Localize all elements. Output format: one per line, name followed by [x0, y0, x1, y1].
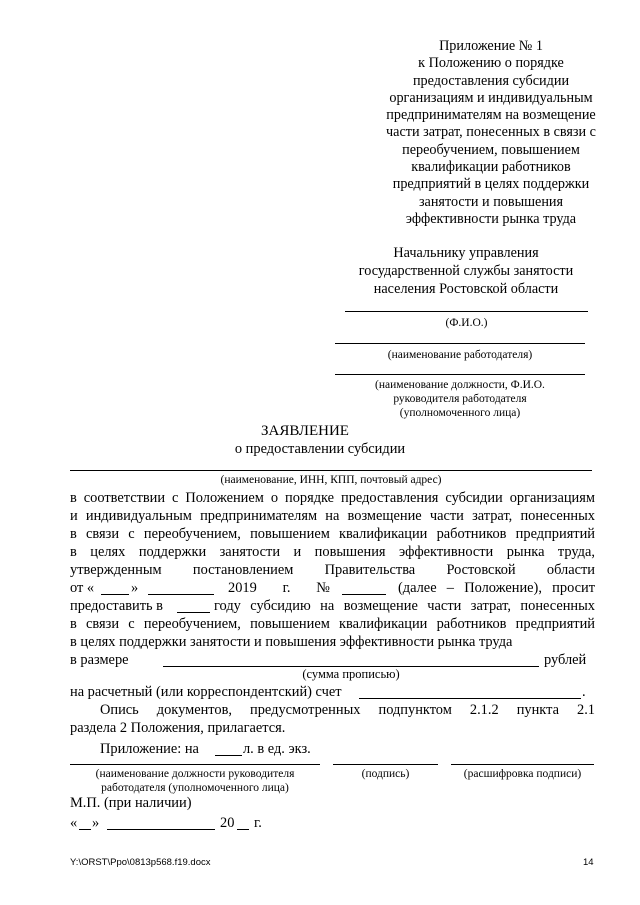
appendix-line: занятости и повышения [418, 193, 564, 210]
resolution-day-field[interactable] [101, 594, 129, 595]
date-century: 20 [220, 815, 235, 831]
body-line: утвержденным постановлением Правительства Ростовской области [70, 562, 595, 578]
date-year-suffix: г. [254, 815, 262, 831]
signature-field[interactable] [333, 764, 438, 765]
inventory-line: Опись документов, предусмотренных подпунктом 2.1.2 пункта 2.1 [100, 702, 595, 718]
appendix-line: предоставления субсидии [412, 72, 570, 89]
fio-caption: (Ф.И.О.) [445, 317, 488, 329]
date-quote-open: « [70, 815, 78, 831]
appendix-line: Приложение № 1 [439, 38, 543, 54]
date-month-field[interactable] [107, 829, 215, 830]
appendix-line: предпринимателям на возмещение [386, 107, 596, 124]
amount-unit: рублей [544, 652, 587, 668]
addressee-line: государственной службы занятости [358, 263, 574, 279]
signature-decoding-caption: (расшифровка подписи) [463, 768, 582, 780]
resolution-number-field[interactable] [342, 594, 386, 595]
applicant-fill-line[interactable] [70, 470, 592, 471]
resolution-date-label: от « [70, 580, 95, 596]
subsidy-year-field[interactable] [177, 612, 210, 613]
resolution-rest: (далее – Положение), просит [398, 580, 595, 596]
body-line: в целях поддержки занятости и повышения эффективности рынка труда, [70, 544, 595, 560]
body-line: в связи с переобучением, повышением квалификации работников предприятий [70, 616, 595, 632]
signer-position-caption [70, 767, 320, 795]
attachment-label: Приложение: на [100, 741, 199, 757]
appendix-line: к Положению о порядке [418, 55, 564, 72]
caption-line: (уполномоченного лица) [399, 407, 521, 419]
appendix-line: предприятий в целях поддержки [392, 176, 590, 193]
account-label: на расчетный (или корреспондентский) счет [70, 684, 342, 700]
stamp-label: М.П. (при наличии) [70, 795, 192, 811]
appendix-line: части затрат, понесенных в связи с [386, 124, 596, 141]
attachment-rest: л. в ед. экз. [243, 741, 311, 757]
appendix-header [360, 38, 622, 228]
body-line: в соответствии с Положением о порядке предоставления субсидии организациям [70, 490, 595, 506]
applicant-caption: (наименование, ИНН, КПП, почтовый адрес) [220, 474, 442, 486]
body-line: и индивидуальным предпринимателям на возмещение части затрат, понесенных [70, 508, 595, 524]
amount-label: в размере [70, 652, 129, 668]
addressee-line: населения Ростовской области [373, 281, 559, 297]
document-title: ЗАЯВЛЕНИЕ [261, 423, 349, 439]
fio-fill-line[interactable] [345, 311, 588, 312]
resolution-quote-close: » [131, 580, 139, 596]
caption-line: (наименование должности, Ф.И.О. [375, 379, 545, 391]
resolution-month-field[interactable] [148, 594, 214, 595]
caption-line: работодателя (уполномоченного лица) [101, 782, 289, 794]
addressee-block [330, 244, 602, 298]
year-request-label: предоставить в [70, 598, 163, 614]
account-end: . [582, 684, 586, 700]
inventory-line: раздела 2 Положения, прилагается. [70, 720, 286, 736]
date-day-field[interactable] [79, 829, 91, 830]
date-quote-close: » [92, 815, 100, 831]
signer-position-field[interactable] [70, 764, 320, 765]
year-request-rest: году субсидию на возмещение части затрат, понесенных [214, 598, 595, 614]
file-path: Y:\ORST\Ppo\0813p568.f19.docx [70, 857, 211, 868]
attachment-pages-field[interactable] [215, 755, 242, 756]
employer-fill-line[interactable] [335, 343, 585, 344]
caption-line: (наименование должности руководителя [95, 768, 295, 780]
addressee-line: Начальнику управления [393, 245, 539, 261]
appendix-line: квалификации работников [411, 159, 571, 176]
page-number: 14 [583, 857, 594, 868]
body-line: в связи с переобучением, повышением квалификации работников предприятий [70, 526, 595, 542]
employer-caption: (наименование работодателя) [387, 349, 533, 361]
appendix-line: организациям и индивидуальным [389, 89, 593, 106]
date-year-field[interactable] [237, 829, 249, 830]
body-line: в целях поддержки занятости и повышения эффективности рынка труда [70, 634, 513, 650]
appendix-line: эффективности рынка труда [405, 210, 577, 227]
signature-decoding-field[interactable] [451, 764, 594, 765]
head-position-fill-line[interactable] [335, 374, 585, 375]
resolution-year-label: 2019 г. № [228, 580, 330, 596]
appendix-line: переобучением, повышением [402, 141, 580, 158]
signature-caption: (подпись) [361, 768, 410, 780]
head-position-caption [335, 378, 585, 420]
caption-line: руководителя работодателя [393, 393, 527, 405]
amount-caption: (сумма прописью) [302, 667, 400, 681]
account-field[interactable] [359, 698, 581, 699]
document-subtitle: о предоставлении субсидии [234, 441, 406, 457]
